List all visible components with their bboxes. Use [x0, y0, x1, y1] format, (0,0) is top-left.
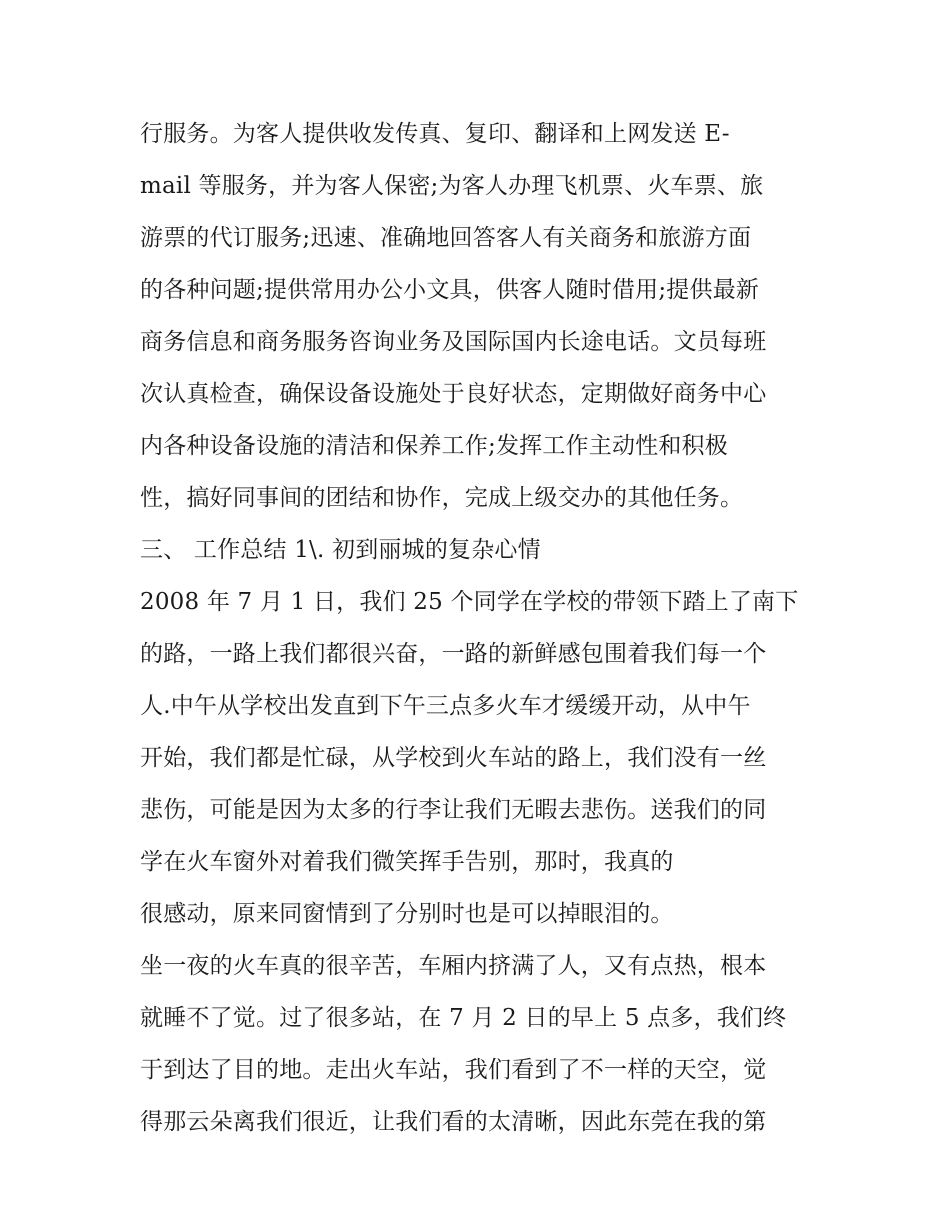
text-line: 商务信息和商务服务咨询业务及国际国内长途电话。文员每班 [140, 329, 767, 355]
text-line: 的各种问题;提供常用办公小文具，供客人随时借用;提供最新 [140, 277, 760, 303]
document-body [140, 108, 820, 1148]
text-line: 2008 年 7 月 1 日，我们 25 个同学在学校的带领下踏上了南下 [140, 589, 799, 615]
section-heading: 三、 工作总结 1\. 初到丽城的复杂心情 [140, 537, 541, 563]
text-line: mail 等服务，并为客人保密;为客人办理飞机票、火车票、旅 [140, 173, 764, 199]
text-line: 行服务。为客人提供收发传真、复印、翻译和上网发送 E- [140, 121, 730, 147]
text-line: 的路，一路上我们都很兴奋，一路的新鲜感包围着我们每一个 [140, 641, 767, 667]
text-line: 很感动，原来同窗情到了分别时也是可以掉眼泪的。 [140, 901, 674, 927]
text-line: 次认真检查，确保设备设施处于良好状态，定期做好商务中心 [140, 381, 767, 407]
text-line: 人.中午从学校出发直到下午三点多火车才缓缓开动，从中午 [140, 693, 751, 719]
text-line: 性，搞好同事间的团结和协作，完成上级交办的其他任务。 [140, 485, 744, 511]
text-line: 于到达了目的地。走出火车站，我们看到了不一样的天空，觉 [140, 1057, 767, 1083]
text-line: 得那云朵离我们很近，让我们看的太清晰，因此东莞在我的第 [140, 1109, 767, 1135]
text-line: 开始，我们都是忙碌，从学校到火车站的路上，我们没有一丝 [140, 745, 767, 771]
text-line: 坐一夜的火车真的很辛苦，车厢内挤满了人，又有点热，根本 [140, 953, 767, 979]
text-line: 内各种设备设施的清洁和保养工作;发挥工作主动性和积极 [140, 433, 728, 459]
text-line: 学在火车窗外对着我们微笑挥手告别，那时，我真的 [140, 849, 674, 875]
text-line: 悲伤，可能是因为太多的行李让我们无暇去悲伤。送我们的同 [140, 797, 767, 823]
text-line: 游票的代订服务;迅速、准确地回答客人有关商务和旅游方面 [140, 225, 752, 251]
text-line: 就睡不了觉。过了很多站，在 7 月 2 日的早上 5 点多，我们终 [140, 1005, 787, 1031]
